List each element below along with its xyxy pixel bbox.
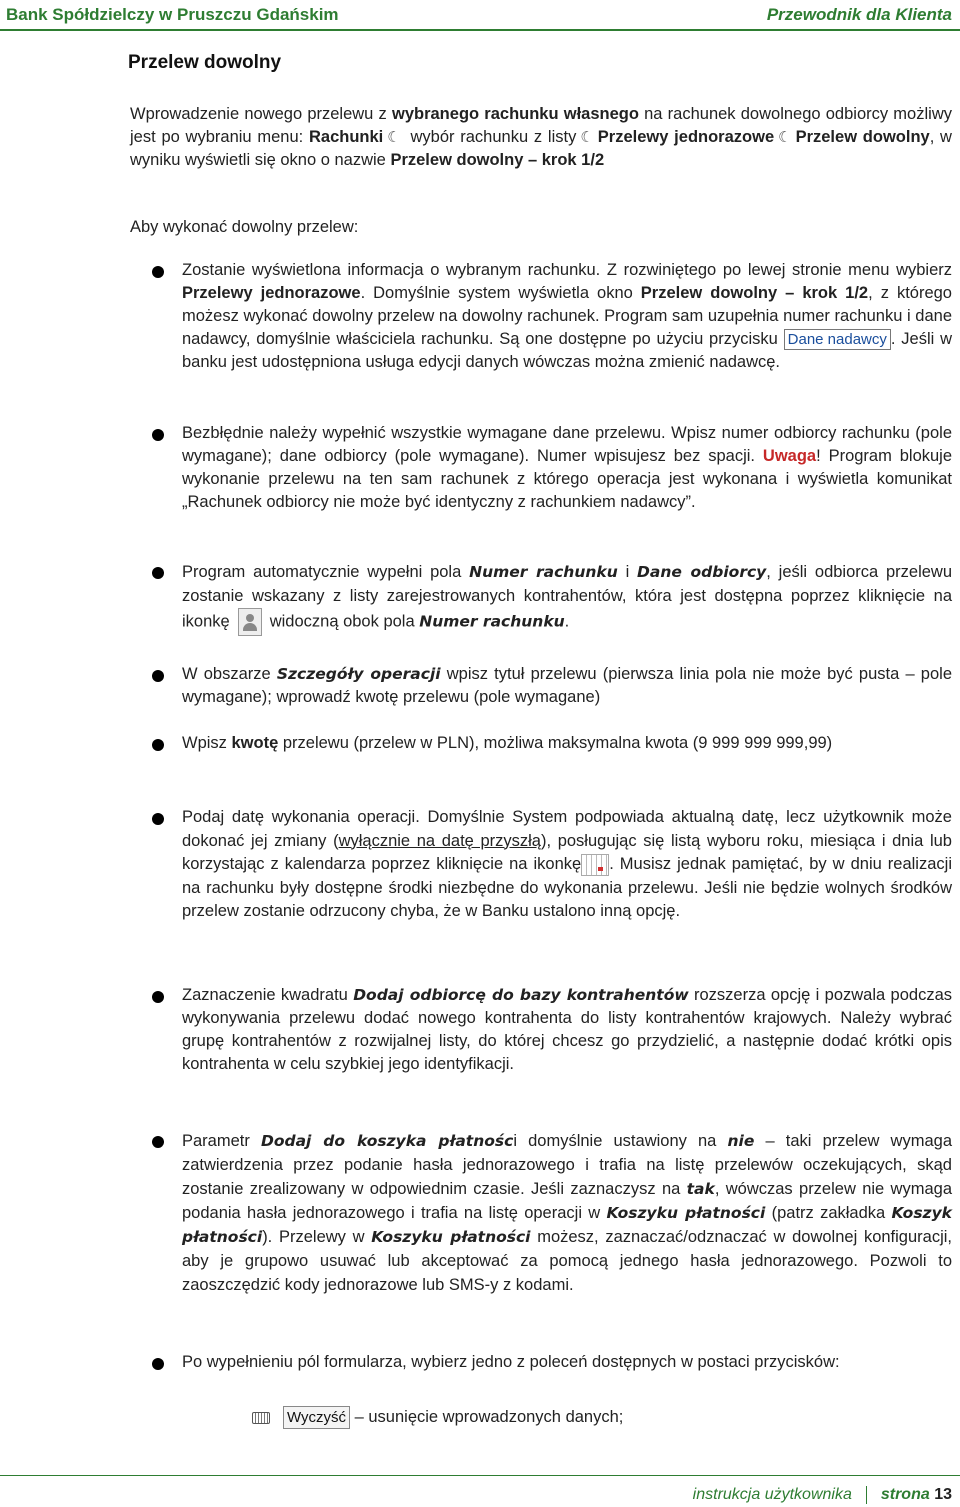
keyboard-icon — [252, 1412, 270, 1424]
dane-nadawcy-button[interactable]: Dane nadawcy — [784, 329, 891, 350]
page-number: 13 — [934, 1486, 952, 1504]
bullet-text: . Musisz jednak pamiętać, by w dniu realizacji na rachunku były dostępne środki niezbędne do wykonania przelewu. Jeśli nie będzie wolnych środków przelew zostanie odrzucony chyba, że w Banku ustalono inną opcję. — [182, 855, 952, 920]
footer-label: instrukcja użytkownika — [692, 1486, 852, 1504]
bullet-icon — [152, 991, 164, 1003]
contact-list-icon[interactable] — [238, 608, 262, 636]
bullet-item — [182, 663, 952, 709]
bullet-underline: wyłącznie na datę przyszłą — [338, 831, 541, 850]
bullet-icon — [152, 1358, 164, 1370]
page-header — [0, 0, 960, 30]
sub-item — [283, 1405, 623, 1429]
wyczysc-button[interactable]: Wyczyść — [283, 1406, 350, 1429]
header-guide-title: Przewodnik dla Klienta — [766, 5, 952, 24]
intro-text: wybór rachunku z listy — [404, 128, 577, 146]
bullet-text: Po wypełnieniu pól formularza, wybierz jedno z poleceń dostępnych w postaci przycisków: — [182, 1353, 840, 1371]
bullet-bold: Przelewy jednorazowe — [182, 284, 361, 302]
bullet-text: Wpisz — [182, 734, 232, 752]
bullet-text: . — [564, 612, 570, 631]
arrow-icon: ☾ — [778, 129, 792, 146]
bullet-text: . Jeśli w banku jest udostępniona usługa edycji danych wówczas można zmienić nadawcę. — [182, 330, 952, 371]
bullet-bold: Przelew dowolny – krok 1/2 — [640, 284, 869, 302]
bullet-icon — [152, 567, 164, 579]
aby-line: Aby wykonać dowolny przelew: — [130, 218, 359, 236]
bullet-item — [182, 259, 952, 374]
bullet-text: Zaznaczenie kwadratu — [182, 986, 354, 1004]
bullet-text: . Domyślnie system wyświetla okno — [360, 284, 641, 302]
bullet-text: i domyślnie ustawiony na — [513, 1132, 728, 1150]
bullet-text: ! Program blokuje wykonanie przelewu na ten sam rachunek z którego operacja jest wykonana i wyświetla komunikat „Rachunek odbiorcy nie może być identyczny z rachunkiem nadawcy”. — [182, 447, 953, 511]
intro-text: Wprowadzenie nowego przelewu z — [130, 105, 392, 123]
bullet-item — [182, 422, 952, 514]
bullet-text: , wówczas przelew nie wymaga podania hasła jednorazowego i trafia na listę operacji w — [182, 1180, 952, 1222]
bullet-text: wpisz tytuł przelewu (pierwsza linia pola nie może być pusta – pole wymagane); wprowadź kwotę przelewu (pole wymagane) — [182, 665, 952, 706]
bullet-bold: tak — [686, 1180, 715, 1198]
warning-label: Uwaga — [762, 447, 817, 465]
footer-page-word: strona — [880, 1486, 930, 1504]
bullet-bold: Numer rachunku — [419, 612, 565, 631]
bullet-bold: Koszyku płatności — [371, 1228, 531, 1246]
bullet-text: Parametr — [182, 1132, 261, 1150]
bullet-text: – taki przelew wymaga zatwierdzenia przez podanie hasła jednorazowego i trafia na listę przelewów oczekujących, skąd zostanie zrealizowany w odpowiednim czasie. Jeśli zaznaczysz na — [182, 1132, 952, 1198]
bullet-bold: Szczegóły operacji — [276, 665, 441, 683]
bullet-bold: Dodaj odbiorcę do bazy kontrahentów — [353, 986, 689, 1004]
bullet-bold: Numer rachunku — [469, 563, 618, 581]
bullet-text: Bezbłędnie należy wypełnić wszystkie wymagane dane przelewu. Wpisz numer odbiorcy rachunku (pole wymagane); dane odbiorcy (pole wymagane). Numer wpisujesz bez spacji. — [182, 424, 952, 465]
intro-text: , w wyniku wyświetli się okno o nazwie — [130, 128, 952, 169]
bullet-icon — [152, 429, 164, 441]
bullet-text: (patrz zakładka — [765, 1204, 892, 1222]
bullet-bold: kwotę — [231, 734, 279, 752]
bullet-bold: Dane odbiorcy — [637, 563, 767, 581]
window-name: Przelew dowolny – krok 1/2 — [390, 151, 605, 169]
bullet-text: możesz, zaznaczać/odznaczać w dowolnej konfiguracji, aby je grupowo usuwać lub akceptować za pomocą jednego hasła jednorazowego. Pozwoli to zaoszczędzić kody jednorazowe lub SMS-y z kodami. — [182, 1228, 952, 1294]
header-bank-name: Bank Spółdzielczy w Pruszczu Gdańskim — [6, 5, 339, 24]
bullet-bold: Koszyk płatności — [182, 1204, 952, 1246]
calendar-icon[interactable] — [581, 854, 609, 876]
bullet-text: przelewu (przelew w PLN), możliwa maksymalna kwota (9 999 999 999,99) — [278, 734, 833, 752]
bullet-text: , jeśli odbiorca przelewu zostanie wskazany z listy zarejestrowanych kontrahentów, która jest dostępna poprzez kliknięcie na ikonkę — [182, 563, 953, 631]
bullet-item — [182, 560, 952, 636]
intro-bold: wybranego rachunku własnego — [392, 105, 639, 123]
header-divider — [0, 29, 960, 31]
bullet-bold: Dodaj do koszyka płatnośc — [260, 1132, 514, 1150]
menu-przelew-dowolny: Przelew dowolny — [795, 128, 930, 146]
bullet-icon — [152, 1136, 164, 1148]
bullet-icon — [152, 266, 164, 278]
bullet-text: W obszarze — [182, 665, 277, 683]
sub-item-text: – usunięcie wprowadzonych danych; — [350, 1408, 624, 1426]
bullet-icon — [152, 813, 164, 825]
bullet-bold: nie — [727, 1132, 755, 1150]
footer-divider — [0, 1475, 960, 1476]
menu-przelewy-jednorazowe: Przelewy jednorazowe — [597, 128, 775, 146]
bullet-item — [182, 806, 952, 924]
bullet-text: Zostanie wyświetlona informacja o wybranym rachunku. Z rozwiniętego po lewej stronie menu wybierz — [182, 261, 952, 279]
page-title: Przelew dowolny — [128, 52, 282, 73]
bullet-text: i — [617, 563, 638, 581]
footer-separator — [866, 1486, 867, 1504]
bullet-item — [182, 732, 952, 755]
page-footer — [693, 1486, 952, 1504]
bullet-text: Program automatycznie wypełni pola — [182, 563, 470, 581]
bullet-text: , z którego możesz wykonać dowolny przelew na dowolny rachunek. Program sam uzupełnia numer rachunku i dane nadawcy, domyślnie właściciela rachunku. Są one dostępne po użyciu przycisku — [182, 284, 952, 348]
bullet-item — [182, 1351, 952, 1374]
bullet-item — [182, 984, 952, 1076]
bullet-bold: Koszyku płatności — [606, 1204, 766, 1222]
intro-text: na rachunek dowolnego odbiorcy możliwy jest po wybraniu menu: — [130, 105, 952, 146]
menu-rachunki: Rachunki — [308, 128, 384, 146]
bullet-text: ), posługując się listą wyboru roku, miesiąca i dnia lub korzystając z kalendarza poprzez kliknięcie na ikonkę — [182, 831, 952, 873]
bullet-text: Podaj datę wykonania operacji. Domyślnie System podpowiada aktualną datę, lecz użytkownik może dokonać jej zmiany ( — [182, 808, 952, 850]
arrow-icon: ☾ — [580, 129, 594, 146]
bullet-item — [182, 1129, 952, 1297]
bullet-text: ). Przelewy w — [262, 1228, 372, 1246]
bullet-text: widoczną obok pola — [269, 612, 420, 631]
bullet-icon — [152, 670, 164, 682]
bullet-icon — [152, 739, 164, 751]
bullet-text: rozszerza opcję i pozwala podczas wykonywania przelewu dodać nowego kontrahenta do listy kontrahentów krajowych. Należy wybrać grupę kontrahentów z rozwijalnej listy, do której chcesz go przydzielić, a następnie dodać krótki opis kontrahenta w celu szybkiej jego identyfikacji. — [182, 986, 952, 1073]
intro-paragraph — [130, 103, 952, 172]
arrow-icon: ☾ — [387, 129, 401, 146]
